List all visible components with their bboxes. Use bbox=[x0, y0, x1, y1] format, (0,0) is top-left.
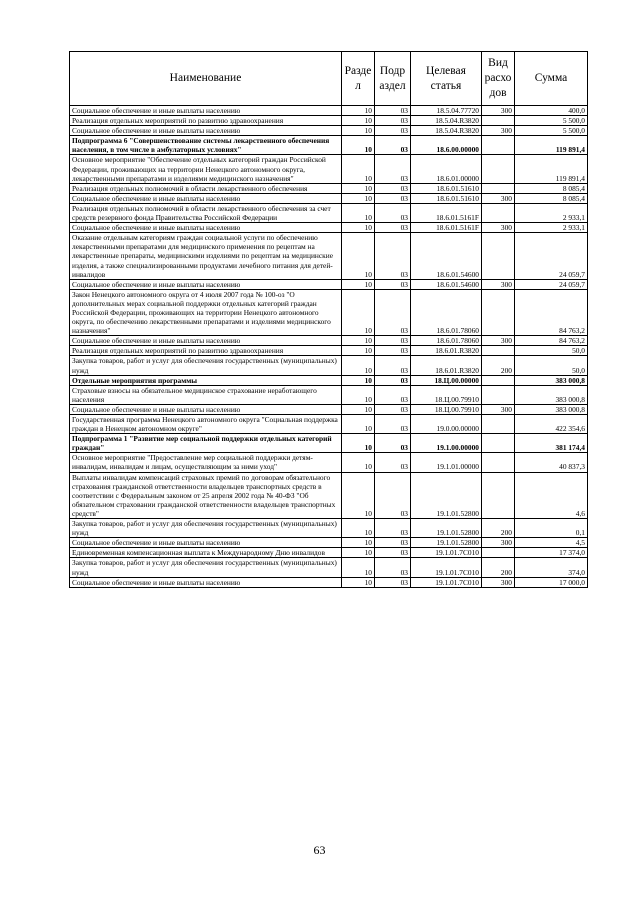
row-razdel-cell: 10 bbox=[342, 203, 375, 222]
row-name-cell: Отдельные мероприятия программы bbox=[70, 375, 342, 385]
row-vid-cell: 300 bbox=[482, 538, 515, 548]
row-razdel-cell: 10 bbox=[342, 385, 375, 404]
row-vid-cell bbox=[482, 155, 515, 183]
table-row bbox=[70, 233, 588, 279]
row-razdel-cell: 10 bbox=[342, 155, 375, 183]
row-vid-cell: 300 bbox=[482, 106, 515, 116]
budget-table bbox=[69, 51, 588, 588]
row-vid-cell bbox=[482, 116, 515, 126]
row-vid-cell bbox=[482, 548, 515, 558]
table-row bbox=[70, 453, 588, 472]
row-vid-cell: 200 bbox=[482, 519, 515, 538]
table-row bbox=[70, 289, 588, 335]
table-row bbox=[70, 356, 588, 375]
table-row bbox=[70, 375, 588, 385]
table-row bbox=[70, 415, 588, 434]
row-code-cell: 18.5.04.R3820 bbox=[411, 116, 482, 126]
row-code-cell: 18.6.01.51610 bbox=[411, 183, 482, 193]
row-vid-cell bbox=[482, 434, 515, 453]
row-sum-cell: 4,5 bbox=[515, 538, 588, 548]
row-razdel-cell: 10 bbox=[342, 106, 375, 116]
row-razdel-cell: 10 bbox=[342, 193, 375, 203]
row-code-cell: 18.6.01.5161F bbox=[411, 223, 482, 233]
table-header bbox=[70, 52, 588, 106]
row-code-cell: 18.Ц.00.79910 bbox=[411, 404, 482, 414]
row-podrazdel-cell: 03 bbox=[375, 193, 411, 203]
row-name-cell: Реализация отдельных полномочий в области лекарственного обеспечения bbox=[70, 183, 342, 193]
row-sum-cell: 17 000,0 bbox=[515, 577, 588, 587]
row-podrazdel-cell: 03 bbox=[375, 453, 411, 472]
row-name-cell: Подпрограмма 1 "Развитие мер социальной поддержки отдельных категорий граждан" bbox=[70, 434, 342, 453]
row-name-cell: Социальное обеспечение и иные выплаты населению bbox=[70, 106, 342, 116]
row-razdel-cell: 10 bbox=[342, 356, 375, 375]
row-podrazdel-cell: 03 bbox=[375, 183, 411, 193]
row-name-cell: Социальное обеспечение и иные выплаты населению bbox=[70, 538, 342, 548]
row-razdel-cell: 10 bbox=[342, 415, 375, 434]
row-podrazdel-cell: 03 bbox=[375, 404, 411, 414]
table-row bbox=[70, 106, 588, 116]
table-row bbox=[70, 548, 588, 558]
table-row bbox=[70, 577, 588, 587]
row-vid-cell bbox=[482, 233, 515, 279]
row-name-cell: Оказание отдельным категориям граждан социальной услуги по обеспечению лекарственными препаратами для медицинского применения по рецептам на лекарственные препараты, медицинскими изделиями по рецептам на медицинские изделия, а также специализированными продуктами лечебного питания для детей-инвалидов bbox=[70, 233, 342, 279]
row-code-cell: 19.1.00.00000 bbox=[411, 434, 482, 453]
row-razdel-cell: 10 bbox=[342, 289, 375, 335]
table-row bbox=[70, 203, 588, 222]
row-vid-cell bbox=[482, 453, 515, 472]
row-vid-cell: 300 bbox=[482, 279, 515, 289]
row-sum-cell: 17 374,0 bbox=[515, 548, 588, 558]
table-row bbox=[70, 279, 588, 289]
table-row bbox=[70, 346, 588, 356]
row-name-cell: Социальное обеспечение и иные выплаты населению bbox=[70, 193, 342, 203]
row-podrazdel-cell: 03 bbox=[375, 106, 411, 116]
row-razdel-cell: 10 bbox=[342, 404, 375, 414]
row-name-cell: Государственная программа Ненецкого автономного округа "Социальная поддержка граждан в Ненецком автономном округе" bbox=[70, 415, 342, 434]
header-sum: Сумма bbox=[515, 52, 588, 106]
row-code-cell: 18.Ц.00.00000 bbox=[411, 375, 482, 385]
row-sum-cell: 119 891,4 bbox=[515, 155, 588, 183]
header-razdel: Разде л bbox=[342, 52, 375, 106]
row-podrazdel-cell: 03 bbox=[375, 385, 411, 404]
row-code-cell: 19.1.01.52800 bbox=[411, 472, 482, 518]
table-row bbox=[70, 223, 588, 233]
row-code-cell: 19.1.01.7С010 bbox=[411, 558, 482, 577]
row-vid-cell bbox=[482, 385, 515, 404]
row-vid-cell bbox=[482, 136, 515, 155]
row-sum-cell: 24 059,7 bbox=[515, 279, 588, 289]
row-podrazdel-cell: 03 bbox=[375, 346, 411, 356]
table-row bbox=[70, 404, 588, 414]
row-sum-cell: 4,6 bbox=[515, 472, 588, 518]
row-sum-cell: 84 763,2 bbox=[515, 336, 588, 346]
row-razdel-cell: 10 bbox=[342, 336, 375, 346]
row-name-cell: Выплаты инвалидам компенсаций страховых премий по договорам обязательного страхования гражданской ответственности владельцев транспортных средств в соответствии с Федеральным законом от 25 апреля 2002 года № 40-ФЗ "Об обязательном страховании гражданской ответственности владельцев транспортных средств" bbox=[70, 472, 342, 518]
row-code-cell: 19.1.01.7С010 bbox=[411, 548, 482, 558]
row-code-cell: 18.6.01.51610 bbox=[411, 193, 482, 203]
table-row bbox=[70, 385, 588, 404]
row-code-cell: 18.Ц.00.79910 bbox=[411, 385, 482, 404]
row-sum-cell: 383 000,8 bbox=[515, 385, 588, 404]
row-sum-cell: 374,0 bbox=[515, 558, 588, 577]
row-code-cell: 18.6.01.R3820 bbox=[411, 346, 482, 356]
row-podrazdel-cell: 03 bbox=[375, 155, 411, 183]
row-name-cell: Закупка товаров, работ и услуг для обеспечения государственных (муниципальных) нужд bbox=[70, 558, 342, 577]
row-code-cell: 18.6.01.5161F bbox=[411, 203, 482, 222]
row-razdel-cell: 10 bbox=[342, 346, 375, 356]
row-podrazdel-cell: 03 bbox=[375, 415, 411, 434]
row-razdel-cell: 10 bbox=[342, 233, 375, 279]
row-name-cell: Социальное обеспечение и иные выплаты населению bbox=[70, 279, 342, 289]
row-vid-cell: 300 bbox=[482, 223, 515, 233]
row-name-cell: Основное мероприятие "Обеспечение отдельных категорий граждан Российской Федерации, проживающих на территории Ненецкого автономного округа, лекарственными препаратами и изделиями медицинского назначения" bbox=[70, 155, 342, 183]
header-podrazdel: Подр аздел bbox=[375, 52, 411, 106]
row-sum-cell: 40 837,3 bbox=[515, 453, 588, 472]
row-podrazdel-cell: 03 bbox=[375, 233, 411, 279]
row-sum-cell: 422 354,6 bbox=[515, 415, 588, 434]
table-row bbox=[70, 155, 588, 183]
row-sum-cell: 400,0 bbox=[515, 106, 588, 116]
row-razdel-cell: 10 bbox=[342, 375, 375, 385]
row-vid-cell: 200 bbox=[482, 356, 515, 375]
row-name-cell: Закупка товаров, работ и услуг для обеспечения государственных (муниципальных) нужд bbox=[70, 356, 342, 375]
row-code-cell: 19.1.01.7С010 bbox=[411, 577, 482, 587]
row-razdel-cell: 10 bbox=[342, 183, 375, 193]
row-name-cell: Социальное обеспечение и иные выплаты населению bbox=[70, 577, 342, 587]
row-vid-cell bbox=[482, 346, 515, 356]
row-podrazdel-cell: 03 bbox=[375, 558, 411, 577]
row-sum-cell: 383 000,8 bbox=[515, 404, 588, 414]
row-code-cell: 19.1.01.52800 bbox=[411, 519, 482, 538]
row-podrazdel-cell: 03 bbox=[375, 279, 411, 289]
row-code-cell: 18.5.04.77720 bbox=[411, 106, 482, 116]
row-code-cell: 19.1.01.00000 bbox=[411, 453, 482, 472]
row-vid-cell: 300 bbox=[482, 193, 515, 203]
row-podrazdel-cell: 03 bbox=[375, 356, 411, 375]
row-sum-cell: 8 085,4 bbox=[515, 193, 588, 203]
table-row bbox=[70, 434, 588, 453]
row-razdel-cell: 10 bbox=[342, 472, 375, 518]
row-razdel-cell: 10 bbox=[342, 279, 375, 289]
row-name-cell: Реализация отдельных мероприятий по развитию здравоохранения bbox=[70, 116, 342, 126]
row-podrazdel-cell: 03 bbox=[375, 519, 411, 538]
row-code-cell: 18.6.01.54600 bbox=[411, 233, 482, 279]
row-vid-cell: 300 bbox=[482, 336, 515, 346]
row-podrazdel-cell: 03 bbox=[375, 538, 411, 548]
row-name-cell: Подпрограмма 6 "Совершенствование системы лекарственного обеспечения населения, в том числе в амбулаторных условиях" bbox=[70, 136, 342, 155]
table-body bbox=[70, 106, 588, 588]
row-vid-cell bbox=[482, 203, 515, 222]
row-sum-cell: 8 085,4 bbox=[515, 183, 588, 193]
row-name-cell: Страховые взносы на обязательное медицинское страхование неработающего населения bbox=[70, 385, 342, 404]
row-name-cell: Реализация отдельных мероприятий по развитию здравоохранения bbox=[70, 346, 342, 356]
row-vid-cell bbox=[482, 472, 515, 518]
table-row bbox=[70, 116, 588, 126]
row-razdel-cell: 10 bbox=[342, 558, 375, 577]
row-sum-cell: 2 933,1 bbox=[515, 203, 588, 222]
row-razdel-cell: 10 bbox=[342, 538, 375, 548]
row-vid-cell bbox=[482, 183, 515, 193]
table-row bbox=[70, 126, 588, 136]
table-row bbox=[70, 472, 588, 518]
header-name: Наименование bbox=[70, 52, 342, 106]
row-sum-cell: 5 500,0 bbox=[515, 126, 588, 136]
row-name-cell: Социальное обеспечение и иные выплаты населению bbox=[70, 126, 342, 136]
row-razdel-cell: 10 bbox=[342, 453, 375, 472]
row-sum-cell: 84 763,2 bbox=[515, 289, 588, 335]
table-row bbox=[70, 538, 588, 548]
row-podrazdel-cell: 03 bbox=[375, 223, 411, 233]
row-sum-cell: 24 059,7 bbox=[515, 233, 588, 279]
row-podrazdel-cell: 03 bbox=[375, 472, 411, 518]
row-name-cell: Закупка товаров, работ и услуг для обеспечения государственных (муниципальных) нужд bbox=[70, 519, 342, 538]
table-row bbox=[70, 193, 588, 203]
row-name-cell: Социальное обеспечение и иные выплаты населению bbox=[70, 223, 342, 233]
row-code-cell: 18.6.01.78060 bbox=[411, 336, 482, 346]
header-vid: Вид расхо дов bbox=[482, 52, 515, 106]
row-vid-cell: 200 bbox=[482, 558, 515, 577]
table-row bbox=[70, 336, 588, 346]
row-razdel-cell: 10 bbox=[342, 434, 375, 453]
row-code-cell: 18.6.01.78060 bbox=[411, 289, 482, 335]
row-razdel-cell: 10 bbox=[342, 116, 375, 126]
row-code-cell: 18.6.01.54600 bbox=[411, 279, 482, 289]
row-podrazdel-cell: 03 bbox=[375, 116, 411, 126]
row-sum-cell: 0,1 bbox=[515, 519, 588, 538]
row-razdel-cell: 10 bbox=[342, 136, 375, 155]
row-razdel-cell: 10 bbox=[342, 519, 375, 538]
row-vid-cell: 300 bbox=[482, 404, 515, 414]
table-row bbox=[70, 136, 588, 155]
page-number: 63 bbox=[313, 843, 326, 857]
row-name-cell: Единовременная компенсационная выплата к Международному Дню инвалидов bbox=[70, 548, 342, 558]
row-code-cell: 19.1.01.52800 bbox=[411, 538, 482, 548]
header-code: Целевая статья bbox=[411, 52, 482, 106]
row-razdel-cell: 10 bbox=[342, 548, 375, 558]
row-vid-cell bbox=[482, 375, 515, 385]
row-razdel-cell: 10 bbox=[342, 126, 375, 136]
row-name-cell: Социальное обеспечение и иные выплаты населению bbox=[70, 404, 342, 414]
row-podrazdel-cell: 03 bbox=[375, 336, 411, 346]
row-vid-cell: 300 bbox=[482, 577, 515, 587]
row-razdel-cell: 10 bbox=[342, 577, 375, 587]
row-vid-cell bbox=[482, 415, 515, 434]
row-podrazdel-cell: 03 bbox=[375, 577, 411, 587]
table-row bbox=[70, 183, 588, 193]
table-row bbox=[70, 519, 588, 538]
row-vid-cell bbox=[482, 289, 515, 335]
table-row bbox=[70, 558, 588, 577]
row-razdel-cell: 10 bbox=[342, 223, 375, 233]
row-podrazdel-cell: 03 bbox=[375, 548, 411, 558]
row-sum-cell: 5 500,0 bbox=[515, 116, 588, 126]
row-sum-cell: 119 891,4 bbox=[515, 136, 588, 155]
row-vid-cell: 300 bbox=[482, 126, 515, 136]
row-sum-cell: 50,0 bbox=[515, 346, 588, 356]
row-code-cell: 18.6.01.00000 bbox=[411, 155, 482, 183]
row-sum-cell: 2 933,1 bbox=[515, 223, 588, 233]
row-sum-cell: 381 174,4 bbox=[515, 434, 588, 453]
row-name-cell: Закон Ненецкого автономного округа от 4 июля 2007 года № 100-оз "О дополнительных мерах социальной поддержки отдельных категорий граждан Российской Федерации, проживающих на территории Ненецкого автономного округа, по обеспечению лекарственными препаратами и изделиями медицинского назначения" bbox=[70, 289, 342, 335]
row-podrazdel-cell: 03 bbox=[375, 126, 411, 136]
row-code-cell: 18.6.00.00000 bbox=[411, 136, 482, 155]
row-name-cell: Реализация отдельных полномочий в области лекарственного обеспечения за счет средств резервного фонда Правительства Российской Федерации bbox=[70, 203, 342, 222]
row-podrazdel-cell: 03 bbox=[375, 434, 411, 453]
row-podrazdel-cell: 03 bbox=[375, 375, 411, 385]
row-podrazdel-cell: 03 bbox=[375, 136, 411, 155]
row-podrazdel-cell: 03 bbox=[375, 289, 411, 335]
row-sum-cell: 383 000,8 bbox=[515, 375, 588, 385]
row-name-cell: Социальное обеспечение и иные выплаты населению bbox=[70, 336, 342, 346]
row-sum-cell: 50,0 bbox=[515, 356, 588, 375]
row-code-cell: 18.5.04.R3820 bbox=[411, 126, 482, 136]
row-podrazdel-cell: 03 bbox=[375, 203, 411, 222]
row-code-cell: 19.0.00.00000 bbox=[411, 415, 482, 434]
row-name-cell: Основное мероприятие "Предоставление мер социальной поддержки детям-инвалидам, инвалидам и лицам, осуществляющим за ними уход" bbox=[70, 453, 342, 472]
row-code-cell: 18.6.01.R3820 bbox=[411, 356, 482, 375]
